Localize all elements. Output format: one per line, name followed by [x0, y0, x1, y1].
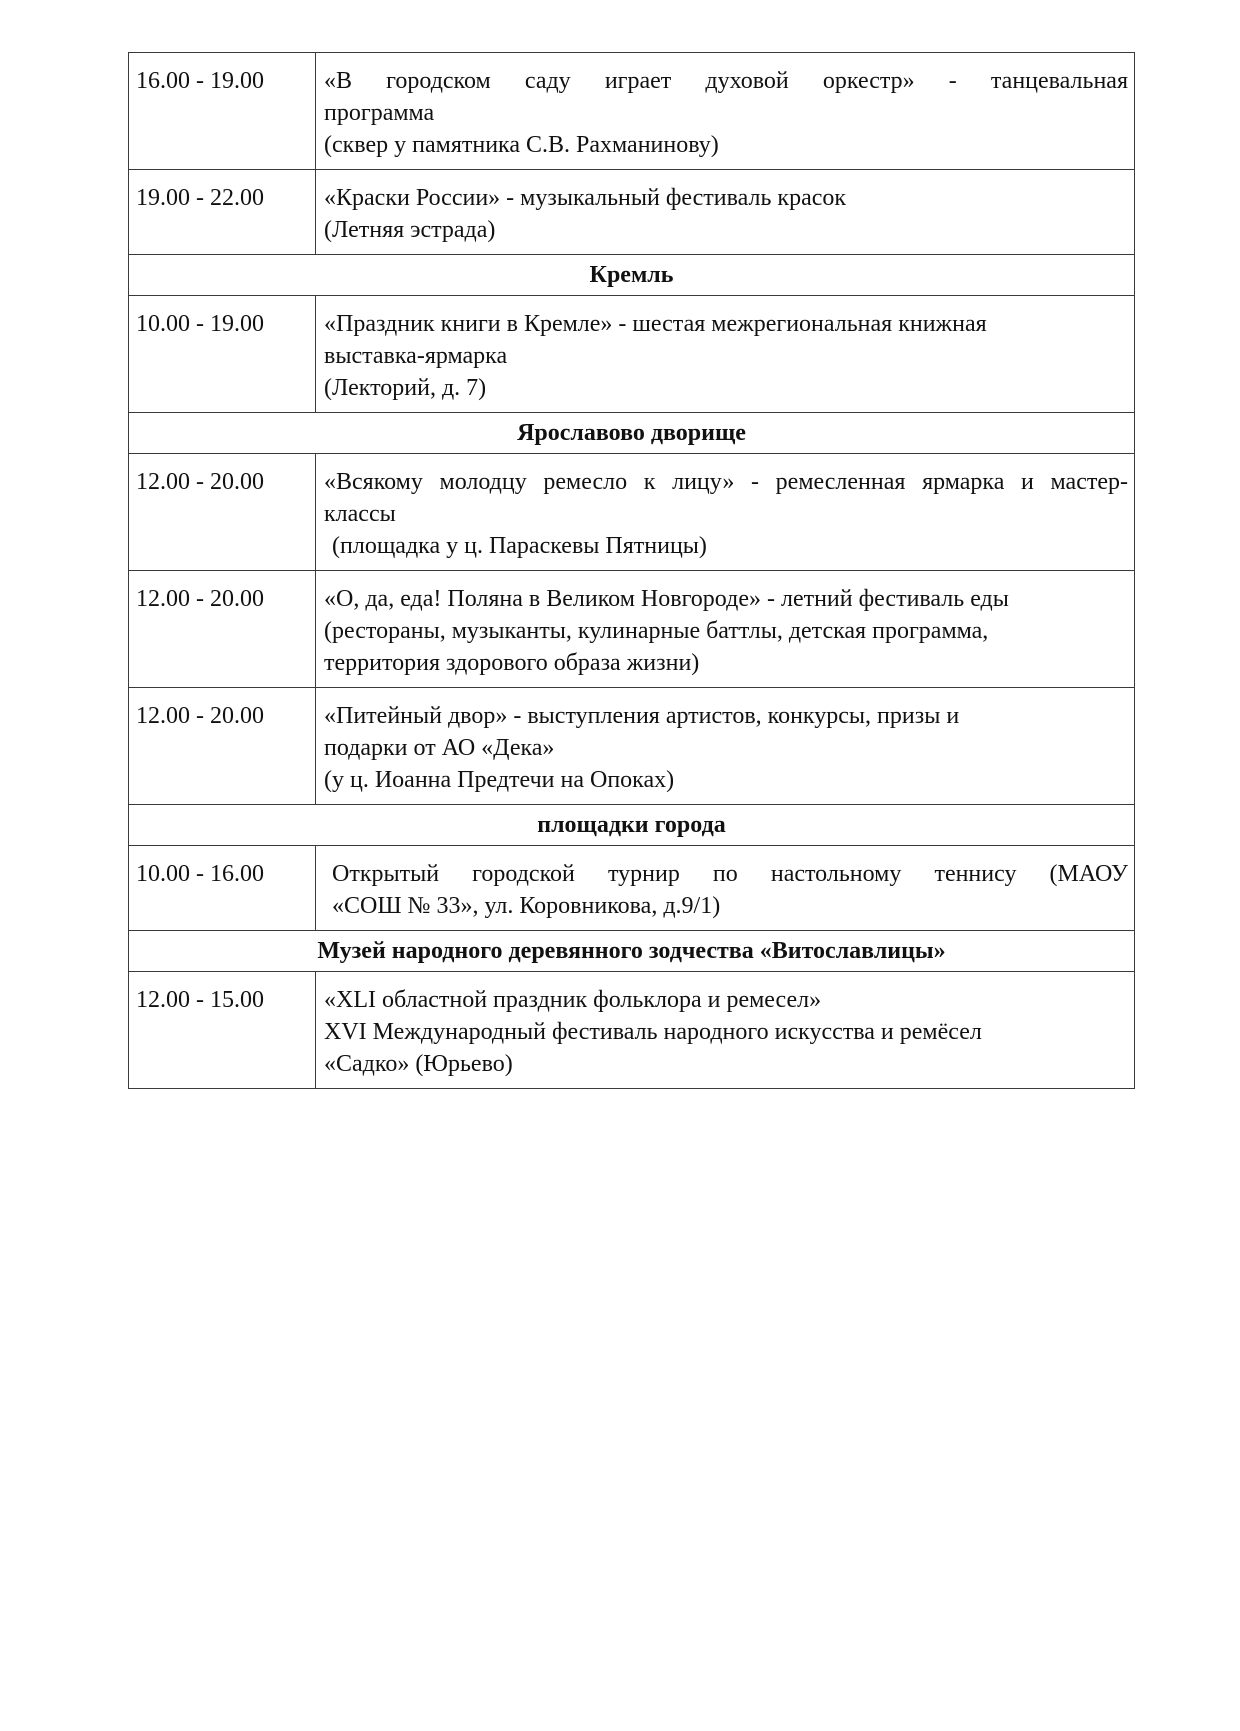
- event-time: 12.00 - 20.00: [129, 454, 316, 571]
- event-line: (рестораны, музыканты, кулинарные баттлы, детская программа,: [324, 618, 989, 644]
- table-row: [129, 571, 1135, 688]
- event-line: (Лекторий, д. 7): [324, 375, 487, 401]
- table-row: [129, 53, 1135, 170]
- event-description: [316, 170, 1135, 255]
- event-line: классы: [324, 501, 396, 527]
- event-time: 10.00 - 16.00: [129, 846, 316, 931]
- section-heading: площадки города: [129, 805, 1135, 846]
- event-description: [316, 571, 1135, 688]
- event-description: [316, 846, 1135, 931]
- event-line: (площадка у ц. Параскевы Пятницы): [332, 533, 707, 559]
- table-row: [129, 846, 1135, 931]
- event-line: (Летняя эстрада): [324, 217, 496, 243]
- section-header-row: [129, 413, 1135, 454]
- event-line: «СОШ № 33», ул. Коровникова, д.9/1): [332, 893, 721, 919]
- event-time: 19.00 - 22.00: [129, 170, 316, 255]
- event-line: «XLI областной праздник фольклора и ремесел»: [324, 987, 822, 1013]
- section-heading: Кремль: [129, 255, 1135, 296]
- table-row: [129, 972, 1135, 1089]
- event-line: «Праздник книги в Кремле» - шестая межрегиональная книжная: [324, 311, 987, 337]
- event-description: [316, 688, 1135, 805]
- event-time: 10.00 - 19.00: [129, 296, 316, 413]
- section-heading: Музей народного деревянного зодчества «Витославлицы»: [129, 931, 1135, 972]
- event-line: подарки от АО «Дека»: [324, 735, 555, 761]
- event-description: [316, 454, 1135, 571]
- event-time: 16.00 - 19.00: [129, 53, 316, 170]
- event-description: [316, 53, 1135, 170]
- event-time: 12.00 - 20.00: [129, 688, 316, 805]
- event-line: «О, да, еда! Поляна в Великом Новгороде» - летний фестиваль еды: [324, 586, 1009, 612]
- section-heading: Ярославово дворище: [129, 413, 1135, 454]
- table-row: [129, 296, 1135, 413]
- event-line: Открытый городской турнир по настольному теннису (МАОУ: [332, 861, 1128, 887]
- table-row: [129, 454, 1135, 571]
- event-line: выставка-ярмарка: [324, 343, 508, 369]
- table-row: [129, 688, 1135, 805]
- event-line: «Садко» (Юрьево): [324, 1051, 513, 1077]
- event-line: территория здорового образа жизни): [324, 650, 700, 676]
- event-line: «Всякому молодцу ремесло к лицу» - ремесленная ярмарка и мастер-: [324, 469, 1128, 495]
- event-line: программа: [324, 100, 435, 126]
- section-header-row: [129, 931, 1135, 972]
- event-line: «Краски России» - музыкальный фестиваль красок: [324, 185, 847, 211]
- event-line: «Питейный двор» - выступления артистов, конкурсы, призы и: [324, 703, 960, 729]
- event-time: 12.00 - 15.00: [129, 972, 316, 1089]
- event-line: XVI Международный фестиваль народного искусства и ремёсел: [324, 1019, 982, 1045]
- event-line: «В городском саду играет духовой оркестр» - танцевальная: [324, 68, 1128, 94]
- event-line: (сквер у памятника С.В. Рахманинову): [324, 132, 719, 158]
- event-line: (у ц. Иоанна Предтечи на Опоках): [324, 767, 675, 793]
- section-header-row: [129, 255, 1135, 296]
- event-description: [316, 972, 1135, 1089]
- event-schedule-table: [128, 52, 1135, 1089]
- event-description: [316, 296, 1135, 413]
- section-header-row: [129, 805, 1135, 846]
- event-time: 12.00 - 20.00: [129, 571, 316, 688]
- table-row: [129, 170, 1135, 255]
